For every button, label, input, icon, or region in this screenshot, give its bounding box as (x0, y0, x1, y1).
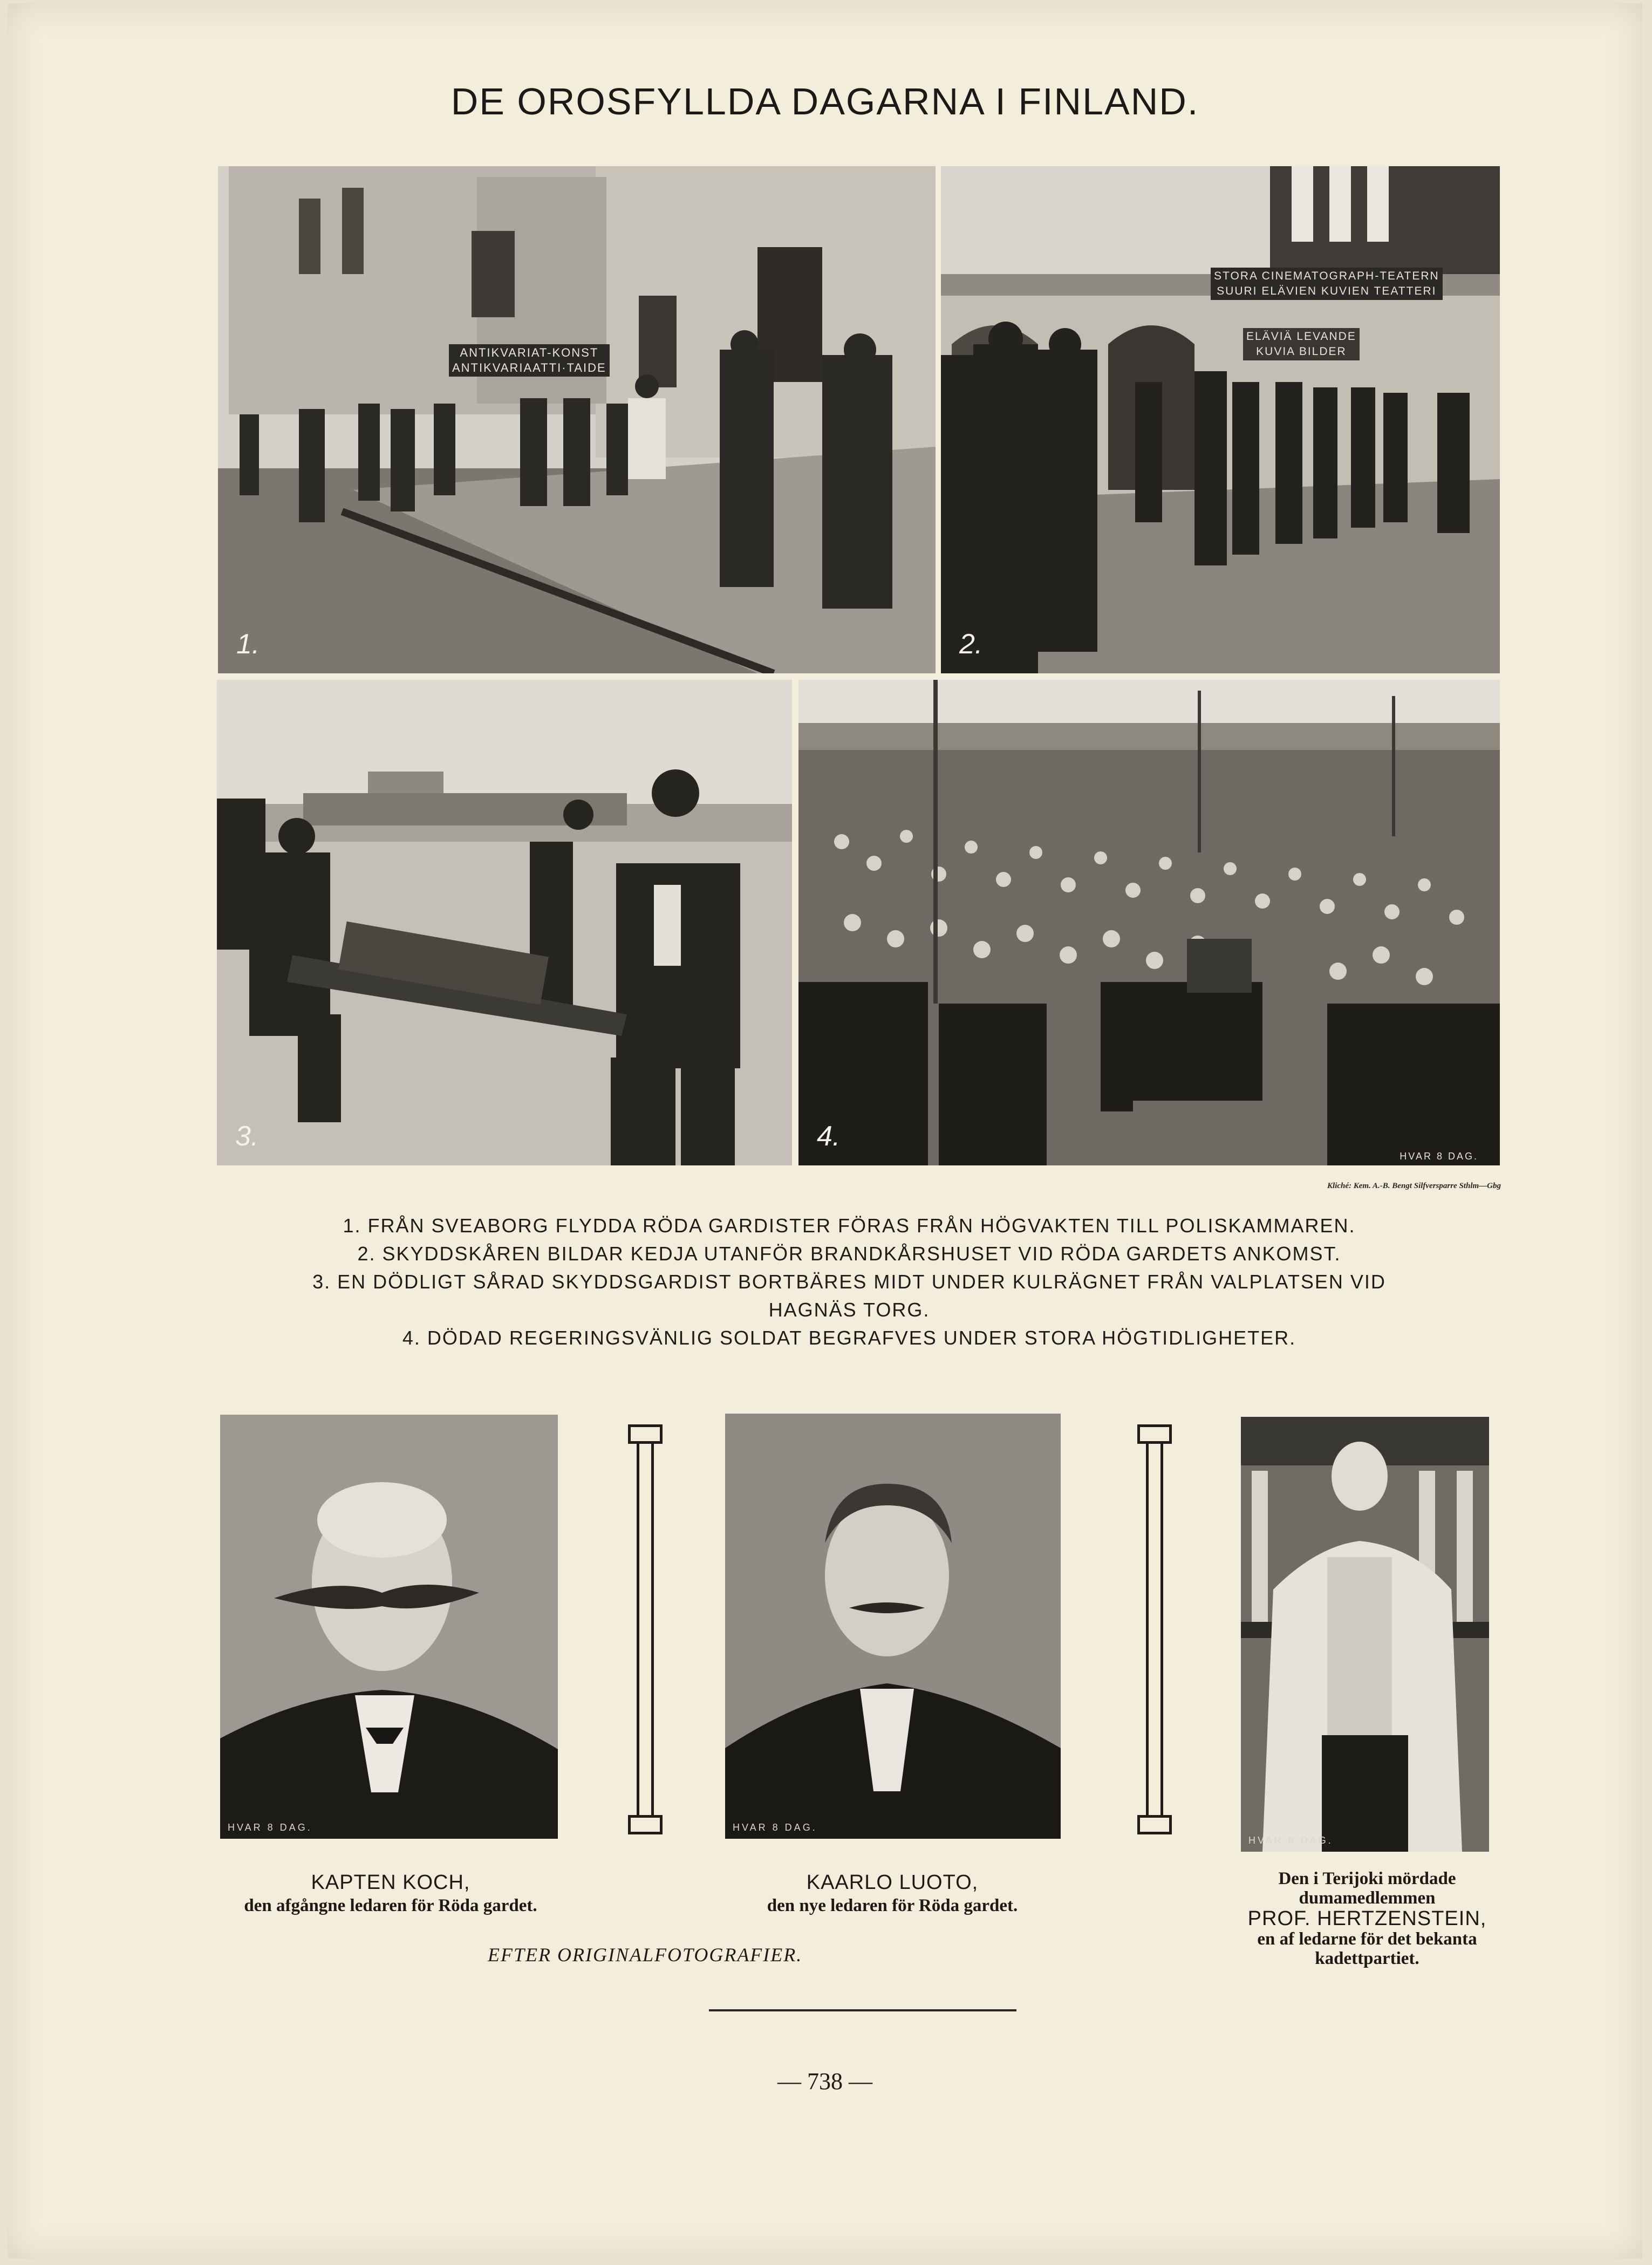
sign-line-finnish: SUURI ELÄVIEN KUVIEN TEATTERI (1217, 285, 1437, 297)
street-scene-graphic (218, 166, 936, 673)
photo-2-fire-station (941, 166, 1500, 673)
portrait-hertzenstein (1241, 1417, 1489, 1852)
cinematograph-sign (1211, 268, 1443, 300)
photo-captions (213, 1212, 1486, 1352)
antikvariat-sign (449, 344, 610, 377)
photo-source-note: EFTER ORIGINALFOTOGRAFIER. (488, 1944, 803, 1966)
portrait-koch (220, 1415, 558, 1839)
person-role: en af ledarne för det bekanta (1257, 1929, 1477, 1949)
photo-credit: HVAR 8 DAG. (1400, 1151, 1478, 1162)
magazine-page (8, 3, 1642, 2259)
page-number: — 738 — (777, 2068, 872, 2095)
caption-4: 4. DÖDAD REGERINGSVÄNLIG SOLDAT BEGRAFVES UNDER STORA HÖGTIDLIGHETER. (402, 1327, 1296, 1349)
fire-station-graphic (941, 166, 1500, 673)
photo-number: 4. (817, 1121, 841, 1152)
ornament-base (628, 1815, 663, 1834)
person-name: PROF. HERTZENSTEIN, (1247, 1907, 1487, 1930)
person-role: den nye ledaren för Röda gardet. (767, 1896, 1018, 1915)
ornament-cap (1137, 1424, 1172, 1444)
ornament-cap (628, 1424, 663, 1444)
portrait-luoto (725, 1414, 1061, 1839)
caption-koch (186, 1870, 596, 1916)
person-name: KAARLO LUOTO, (806, 1871, 979, 1894)
photo-3-stretcher (217, 680, 792, 1165)
photo-number: 3. (235, 1121, 259, 1152)
caption-3: 3. EN DÖDLIGT SÅRAD SKYDDSGARDIST BORTBÄRES MIDT UNDER KULRÄGNET FRÅN VALPLATSEN VID HAGNÄS TORG. (312, 1271, 1386, 1321)
caption-luoto (693, 1870, 1092, 1916)
photo-4-funeral (798, 680, 1500, 1165)
sign-line-swedish: ANTIKVARIAT-KONST (460, 346, 599, 359)
portrait-hertzenstein-graphic (1241, 1417, 1489, 1852)
portrait-credit: HVAR 8 DAG. (228, 1822, 312, 1833)
person-name: KAPTEN KOCH, (311, 1871, 470, 1894)
sign-line-finnish: ANTIKVARIAATTI·TAIDE (452, 361, 606, 374)
moving-pictures-sign (1243, 328, 1360, 360)
photo-1-street-escort (218, 166, 936, 673)
ornament-shaft (637, 1444, 654, 1815)
photo-number: 2. (959, 629, 983, 660)
column-ornament-right (1137, 1424, 1172, 1834)
portrait-luoto-graphic (725, 1414, 1061, 1839)
portrait-koch-graphic (220, 1415, 558, 1839)
column-ornament-left (628, 1424, 663, 1834)
funeral-crowd-graphic (798, 680, 1500, 1165)
caption-2: 2. SKYDDSKÅREN BILDAR KEDJA UTANFÖR BRANDKÅRSHUSET VID RÖDA GARDETS ANKOMST. (357, 1243, 1341, 1265)
caption-1: 1. FRÅN SVEABORG FLYDDA RÖDA GARDISTER FÖRAS FRÅN HÖGVAKTEN TILL POLISKAMMAREN. (343, 1215, 1356, 1237)
footer-rule (709, 2009, 1016, 2011)
engraving-credit: Kliché: Kem. A.-B. Bengt Silfversparre Sthlm—Gbg (1327, 1182, 1501, 1190)
portrait-credit: HVAR 8 DAG. (1248, 1835, 1333, 1846)
ornament-shaft (1146, 1444, 1163, 1815)
sign-line-bottom: KUVIA BILDER (1256, 345, 1347, 358)
caption-hertzenstein (1189, 1869, 1545, 1968)
person-intro-2: dumamedlemmen (1299, 1888, 1436, 1908)
person-role: den afgångne ledaren för Röda gardet. (244, 1896, 537, 1915)
photo-number: 1. (236, 629, 260, 660)
page-title: DE OROSFYLLDA DAGARNA I FINLAND. (450, 80, 1199, 122)
portrait-credit: HVAR 8 DAG. (733, 1822, 817, 1833)
sign-line-top: ELÄVIÄ LEVANDE (1246, 330, 1356, 343)
stretcher-scene-graphic (217, 680, 792, 1165)
ornament-base (1137, 1815, 1172, 1834)
person-intro: Den i Terijoki mördade (1278, 1869, 1456, 1888)
sign-line-swedish: STORA CINEMATOGRAPH-TEATERN (1214, 270, 1439, 282)
person-role-2: kadettpartiet. (1315, 1949, 1419, 1968)
